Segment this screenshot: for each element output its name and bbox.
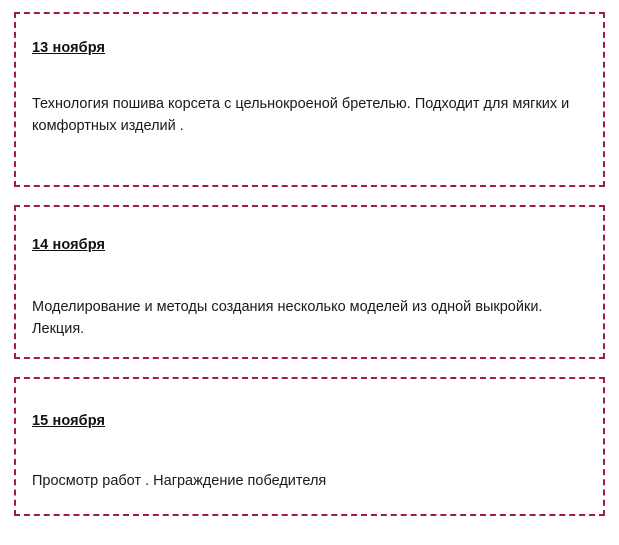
entry-date: 13 ноября [32,40,106,56]
entry-date: 14 ноября [32,237,106,253]
entry-description: Просмотр работ . Награждение победителя [32,473,327,489]
entry-description: Моделирование и методы создания несколько моделей из одной выкройки. Лекция. [32,299,543,338]
schedule-entry [14,377,605,516]
schedule-entry [14,205,605,359]
entry-description: Технология пошива корсета с цельнокроеной бретелью. Подходит для мягких и комфортных изделий . [32,96,570,135]
entry-date: 15 ноября [32,413,106,429]
schedule-entry [14,12,605,187]
